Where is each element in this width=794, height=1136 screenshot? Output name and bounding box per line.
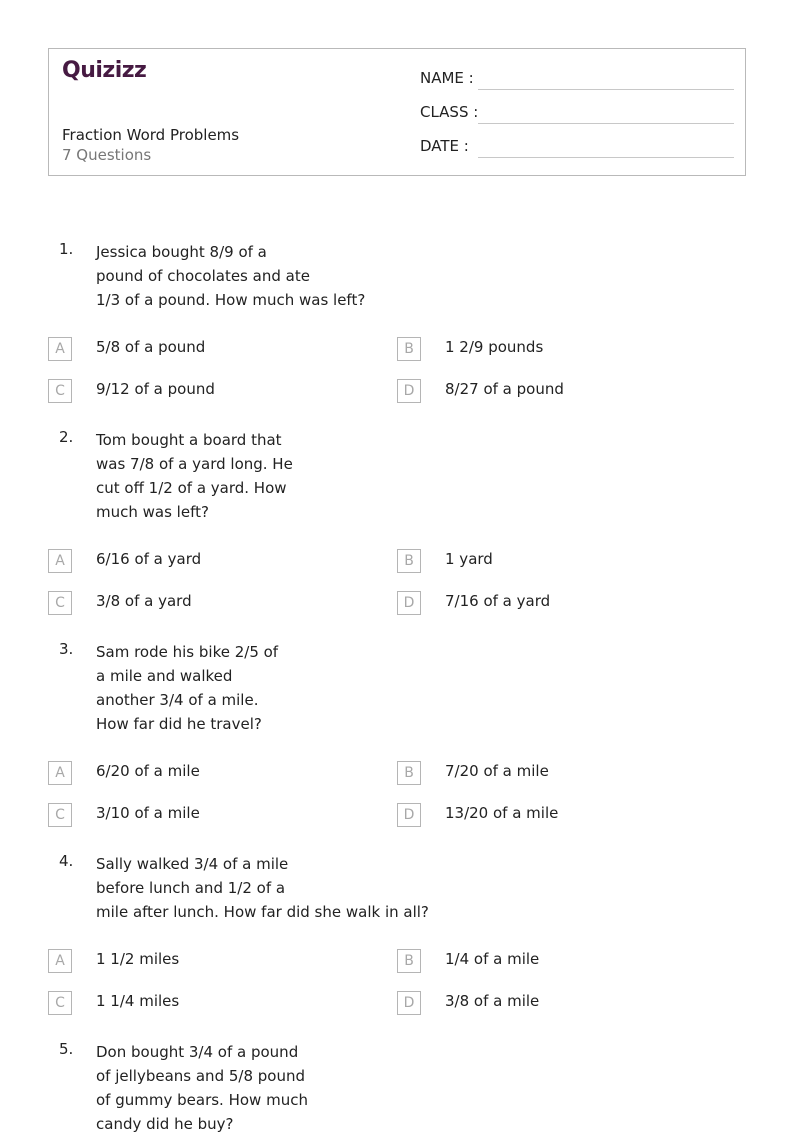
question-number: 2. [59, 428, 74, 446]
worksheet-title: Fraction Word Problems [62, 126, 240, 144]
option-letter: C [48, 379, 72, 403]
option-text: 6/20 of a mile [96, 762, 200, 780]
date-label: DATE : [420, 137, 469, 155]
option-letter: A [48, 337, 72, 361]
question-text: Don bought 3/4 of a pound of jellybeans and 5/8 pound of gummy bears. How much candy did he buy? [96, 1043, 308, 1133]
option-letter: A [48, 549, 72, 573]
question-number: 3. [59, 640, 74, 658]
option-letter: B [397, 949, 421, 973]
option-text: 5/8 of a pound [96, 338, 206, 356]
option-letter: A [48, 949, 72, 973]
worksheet-header [48, 48, 746, 176]
option-letter: B [397, 337, 421, 361]
option-text: 1 1/4 miles [96, 992, 180, 1010]
question-number: 4. [59, 852, 74, 870]
question-text: Sam rode his bike 2/5 of a mile and walked another 3/4 of a mile. How far did he travel? [96, 643, 279, 733]
class-field[interactable] [420, 103, 734, 125]
question-count: 7 Questions [62, 146, 152, 164]
option-text: 1/4 of a mile [445, 950, 540, 968]
option-text: 3/8 of a mile [445, 992, 540, 1010]
quizizz-logo: Quizizz [62, 58, 147, 83]
option-letter: D [397, 991, 421, 1015]
option-letter: C [48, 803, 72, 827]
name-line[interactable] [478, 89, 734, 90]
date-line[interactable] [478, 157, 734, 158]
question-text: Tom bought a board that was 7/8 of a yard long. He cut off 1/2 of a yard. How much was left? [96, 431, 293, 521]
class-line[interactable] [478, 123, 734, 124]
option-letter: B [397, 549, 421, 573]
question-number: 1. [59, 240, 74, 258]
option-letter: C [48, 591, 72, 615]
question-text: Jessica bought 8/9 of a pound of chocolates and ate 1/3 of a pound. How much was left? [96, 243, 366, 309]
option-text: 1 2/9 pounds [445, 338, 544, 356]
option-text: 7/16 of a yard [445, 592, 551, 610]
option-letter: B [397, 761, 421, 785]
option-letter: A [48, 761, 72, 785]
class-label: CLASS : [420, 103, 479, 121]
option-text: 3/10 of a mile [96, 804, 200, 822]
option-text: 7/20 of a mile [445, 762, 549, 780]
option-letter: D [397, 379, 421, 403]
question-number: 5. [59, 1040, 74, 1058]
option-text: 3/8 of a yard [96, 592, 192, 610]
option-text: 8/27 of a pound [445, 380, 564, 398]
option-text: 1 yard [445, 550, 493, 568]
option-letter: D [397, 803, 421, 827]
option-text: 1 1/2 miles [96, 950, 180, 968]
name-field[interactable] [420, 69, 734, 91]
question-5 [0, 1040, 794, 1133]
option-text: 13/20 of a mile [445, 804, 559, 822]
question-text: Sally walked 3/4 of a mile before lunch and 1/2 of a mile after lunch. How far did she walk in all? [96, 855, 429, 921]
option-text: 9/12 of a pound [96, 380, 215, 398]
date-field[interactable] [420, 137, 734, 159]
option-letter: D [397, 591, 421, 615]
option-letter: C [48, 991, 72, 1015]
name-label: NAME : [420, 69, 474, 87]
option-text: 6/16 of a yard [96, 550, 202, 568]
